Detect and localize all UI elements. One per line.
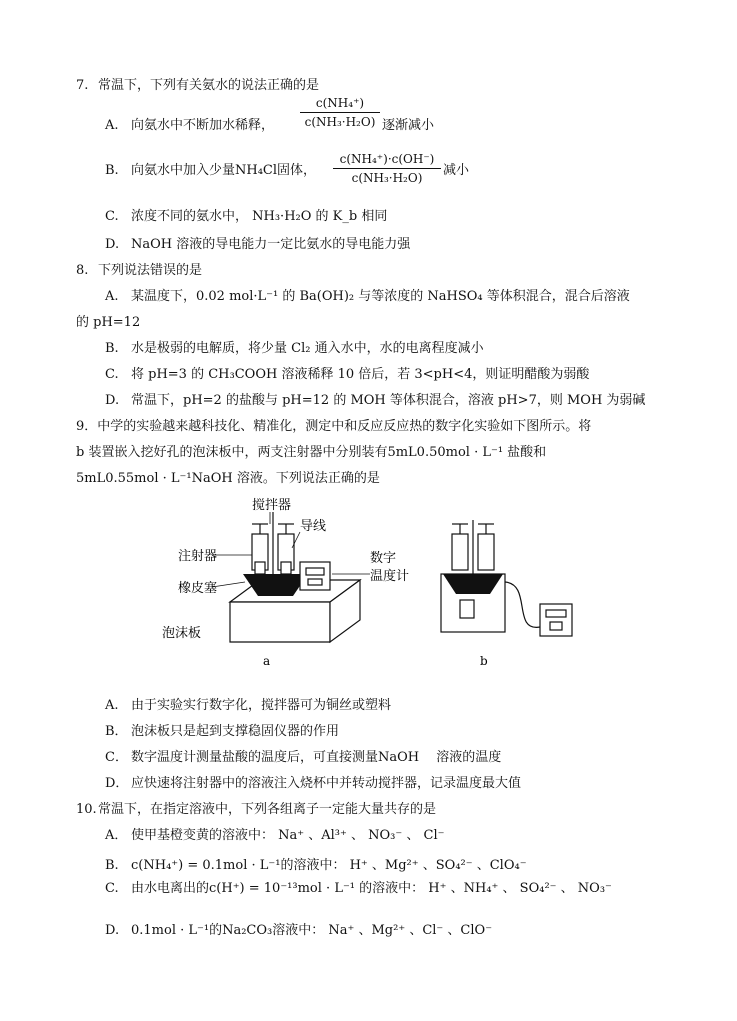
q7-option-a-letter: A.: [105, 118, 119, 133]
q10-number: 10.: [76, 802, 97, 817]
q10-stem: 常温下，在指定溶液中，下列各组离子一定能大量共存的是: [98, 802, 437, 817]
syringes-b: [452, 520, 494, 574]
q8-option-c-text: 将 pH=3 的 CH₃COOH 溶液稀释 10 倍后，若 3<pH<4，则证明醋酸为弱酸: [131, 367, 590, 382]
fraction-denominator: c(NH₃·H₂O): [304, 115, 376, 129]
q9-stem-line1: 9．中学的实验越来越科技化、精准化，测定中和反应反应热的数字化实验如下图所示。将: [76, 419, 592, 434]
q7-option-a-text: 向氨水中不断加水稀释，: [131, 118, 275, 133]
q7-option-d-text: NaOH 溶液的导电能力一定比氨水的导电能力强: [131, 237, 411, 252]
q7-option-d-letter: D.: [105, 237, 120, 252]
label-syringe: 注射器: [178, 549, 218, 564]
fraction-numerator: c(NH₄⁺): [315, 96, 365, 110]
q7-option-b-text: 向氨水中加入少量NH₄Cl固体，: [131, 163, 317, 178]
q8-option-c-letter: C.: [105, 367, 119, 382]
q10-option-c-letter: C.: [105, 881, 119, 896]
fraction-numerator: c(NH₄⁺)·c(OH⁻): [339, 152, 435, 166]
label-foam: 泡沫板: [162, 626, 202, 641]
q9-option-a-letter: A.: [105, 698, 119, 713]
q7-number: 7.: [76, 78, 89, 93]
q10-option-a-text: 使甲基橙变黄的溶液中： Na⁺ 、Al³⁺ 、 NO₃⁻ 、 Cl⁻: [131, 828, 445, 843]
q8-option-b-text: 水是极弱的电解质，将少量 Cl₂ 通入水中，水的电离程度减小: [131, 341, 484, 356]
q8-option-b-letter: B.: [105, 341, 119, 356]
q8-option-a-letter: A.: [105, 289, 119, 304]
q10-option-b-text: c(NH₄⁺) = 0.1mol · L⁻¹的溶液中： H⁺ 、Mg²⁺ 、SO₄²⁻ 、ClO₄⁻: [131, 858, 527, 873]
q10-option-b-letter: B.: [105, 858, 119, 873]
q8-number: 8.: [76, 263, 89, 278]
q10-option-c-text: 由水电离出的c(H⁺) = 10⁻¹³mol · L⁻¹ 的溶液中： H⁺ 、NH₄⁺ 、 SO₄²⁻ 、 NO₃⁻: [131, 881, 612, 896]
q8-option-d-text: 常温下，pH=2 的盐酸与 pH=12 的 MOH 等体积混合，溶液 pH>7，则 MOH 为弱碱: [131, 393, 646, 408]
q9-stem-line2: b 装置嵌入挖好孔的泡沫板中，两支注射器中分别装有5mL0.50mol · L⁻¹ 盐酸和: [76, 445, 547, 460]
q7-option-c-text: 浓度不同的氨水中， NH₃·H₂O 的 K_b 相同: [131, 209, 388, 224]
q8-option-a-text: 某温度下，0.02 mol·L⁻¹ 的 Ba(OH)₂ 与等浓度的 NaHSO₄ 等体积混合，混合后溶液: [131, 289, 630, 304]
q7-option-a-tail: 逐渐减小: [382, 118, 435, 133]
q9-option-d-text: 应快速将注射器中的溶液注入烧杯中并转动搅拌器，记录温度最大值: [131, 776, 522, 791]
wire-b: [505, 582, 540, 627]
digital-thermometer-a: [300, 562, 330, 590]
q7-option-b-tail: 减小: [443, 163, 470, 178]
q8-option-a-wrap: 的 pH=12: [76, 315, 141, 330]
label-digital-2: 温度计: [370, 569, 410, 584]
caption-b: b: [480, 654, 488, 668]
q8-option-d-letter: D.: [105, 393, 120, 408]
q8-stem: 下列说法错误的是: [98, 263, 203, 278]
q7-option-b-letter: B.: [105, 163, 119, 178]
q9-apparatus-figure: [160, 492, 600, 672]
caption-a: a: [263, 654, 271, 668]
label-stopper: 橡皮塞: [178, 581, 218, 596]
fraction-denominator: c(NH₃·H₂O): [351, 171, 423, 185]
digital-thermometer-b: [540, 604, 572, 636]
q9-stem-line3: 5mL0.55mol · L⁻¹NaOH 溶液。下列说法正确的是: [76, 471, 380, 486]
label-stirrer: 搅拌器: [252, 498, 292, 513]
q9-option-b-text: 泡沫板只是起到支撑稳固仪器的作用: [131, 724, 340, 739]
label-wire: 导线: [300, 519, 327, 534]
q7-stem: 常温下，下列有关氨水的说法正确的是: [98, 78, 320, 93]
q9-option-b-letter: B．: [105, 724, 128, 739]
q10-option-a-letter: A．: [105, 828, 128, 843]
q9-option-a-text: 由于实验实行数字化，搅拌器可为铜丝或塑料: [131, 698, 392, 713]
label-digital-1: 数字: [370, 551, 397, 566]
q7-option-a-fraction: [300, 96, 380, 129]
q9-option-c-letter: C．: [105, 750, 128, 765]
rubber-stopper-b: [443, 574, 503, 594]
q9-option-c-text: 数字温度计测量盐酸的温度后，可直接测量NaOH 溶液的温度: [131, 750, 502, 765]
q10-option-d-text: 0.1mol · L⁻¹的Na₂CO₃溶液中： Na⁺ 、Mg²⁺ 、Cl⁻ 、ClO⁻: [131, 923, 493, 938]
q9-option-d-letter: D．: [105, 776, 129, 791]
q7-option-c-letter: C.: [105, 209, 119, 224]
q10-option-d-letter: D.: [105, 923, 120, 938]
q7-option-b-fraction: [333, 152, 441, 185]
